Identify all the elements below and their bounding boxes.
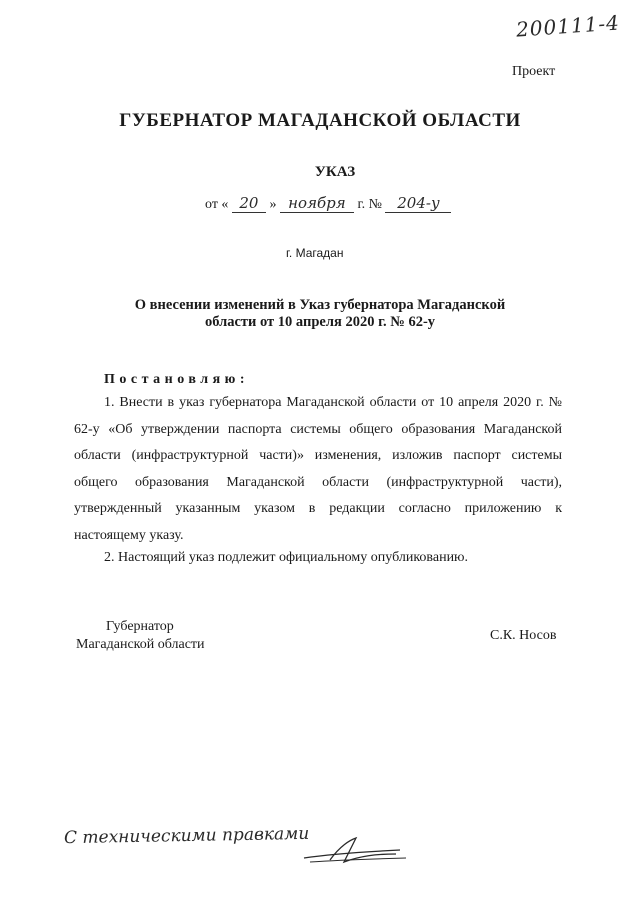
date-number-line bbox=[205, 194, 451, 213]
date-mid: » bbox=[269, 197, 277, 212]
decree-number: 204-у bbox=[385, 194, 451, 213]
city: г. Магадан bbox=[286, 246, 344, 260]
date-day: 20 bbox=[232, 194, 266, 213]
subject-line-1: О внесении изменений в Указ губернатора Магаданской bbox=[134, 297, 506, 313]
date-month: ноября bbox=[280, 194, 354, 213]
project-label: Проект bbox=[512, 64, 556, 79]
document-type: УКАЗ bbox=[314, 164, 356, 180]
subject-line-2: области от 10 апреля 2020 г. № 62-у bbox=[204, 314, 436, 330]
date-suffix: г. № bbox=[357, 197, 382, 212]
signer-position-line-2: Магаданской области bbox=[76, 637, 205, 652]
signer-name: С.К. Носов bbox=[490, 628, 557, 643]
date-prefix: от « bbox=[205, 197, 229, 212]
registration-stamp-number: 200111-4 bbox=[515, 10, 621, 42]
authority-title: ГУБЕРНАТОР МАГАДАНСКОЙ ОБЛАСТИ bbox=[119, 110, 521, 131]
signer-position-line-1: Губернатор bbox=[106, 619, 174, 634]
handwritten-note: С техническими правками bbox=[63, 823, 310, 849]
resolve-heading: Постановляю: bbox=[104, 372, 250, 387]
decree-subject bbox=[120, 297, 520, 331]
handwritten-signature bbox=[300, 834, 410, 868]
paragraph-2: 2. Настоящий указ подлежит официальному опубликованию. bbox=[104, 550, 469, 565]
paragraph-1: 1. Внести в указ губернатора Магаданской области от 10 апреля 2020 г. № 62-у «Об утверждении паспорта системы общего образования Магаданской области (инфраструктурной части)» изменения, изложив паспорт системы общего образования Магаданской области (инфраструктурной части), утвержденный указанным указом в редакции согласно приложению к настоящему указу. bbox=[74, 395, 562, 543]
